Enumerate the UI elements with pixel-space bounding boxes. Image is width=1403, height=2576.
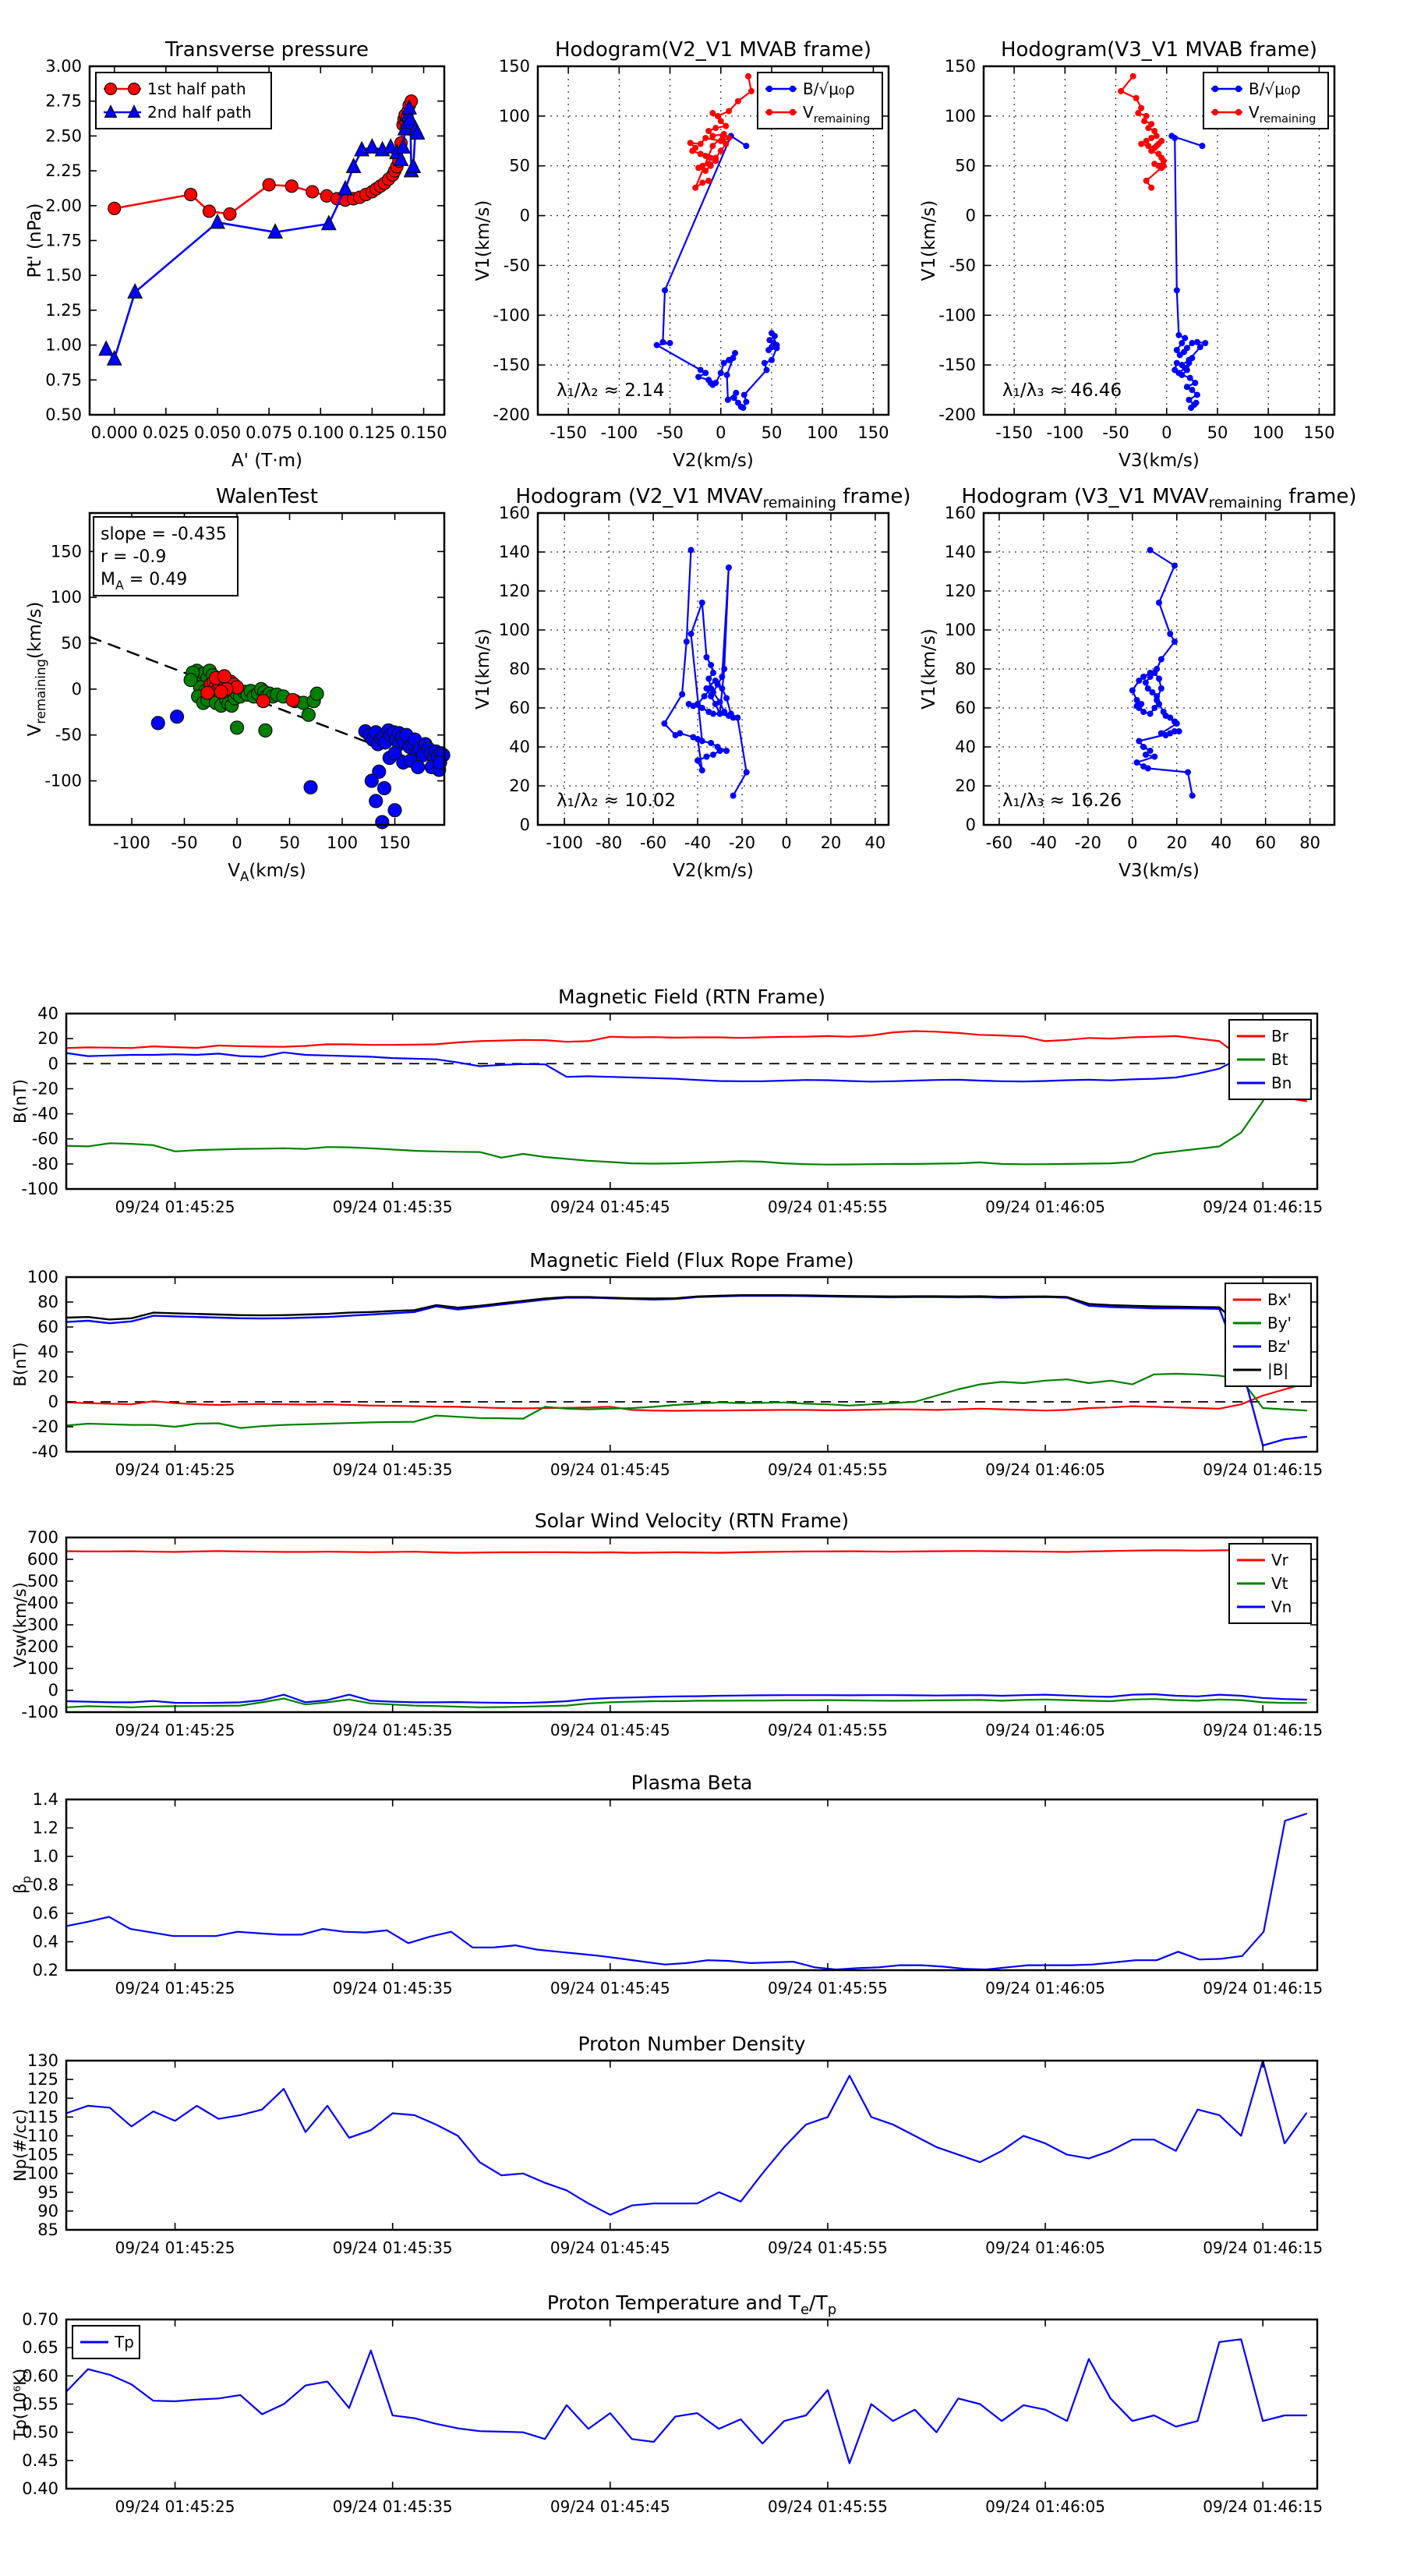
y-tick-label: 120 [944,582,976,600]
y-tick-label: -100 [938,306,976,325]
x-tick-label: 0 [1161,423,1172,442]
x-tick-label: -80 [595,833,623,852]
x-tick-label: 09/24 01:46:15 [1203,1460,1323,1479]
series-v-remaining [1118,73,1167,191]
x-tick-label: -100 [546,833,584,852]
y-tick-label: 1.2 [32,1818,58,1838]
legend [758,73,882,129]
y-tick-label: 125 [27,2070,58,2089]
legend [1229,1544,1311,1623]
y-tick-label: 0 [519,206,530,225]
legend-label: Vr [1271,1551,1288,1569]
x-tick-label: 150 [379,833,411,852]
y-tick-label: 20 [37,1368,58,1386]
plot-hodogram-v3v1-mvav [919,485,1357,881]
series-green-points [184,664,323,737]
y-tick-label: 20 [509,777,530,795]
y-tick-label: 160 [498,504,530,522]
y-tick-label: 80 [509,660,530,678]
y-tick-label: 3.00 [45,57,82,76]
y-tick-label: -50 [503,256,530,275]
x-tick-label: -60 [639,833,667,852]
y-tick-label: 80 [37,1293,58,1311]
axes-frame [66,1799,1317,1970]
plot-mag-rtn [11,985,1323,1216]
x-tick-label: -40 [684,833,712,852]
y-tick-label: 0 [965,206,976,225]
y-tick-label: 0.45 [22,2450,58,2470]
y-tick-label: 1.50 [45,266,82,285]
x-tick-label: 09/24 01:45:55 [768,2497,888,2516]
series-blue-points [151,710,450,829]
x-axis-label: V3(km/s) [1119,861,1200,881]
y-tick-label: 140 [498,543,530,561]
x-tick-label: 09/24 01:46:05 [985,2238,1106,2257]
plot-hodogram-v2v1-mvab [473,38,889,471]
legend-label: Bx' [1267,1290,1292,1309]
y-tick-label: 0.8 [32,1875,58,1895]
y-tick-label: 160 [944,504,976,522]
x-tick-label: 50 [761,423,783,442]
plot-walen-test [25,485,450,884]
x-tick-label: -100 [113,833,150,852]
y-tick-label: 150 [944,57,976,76]
y-tick-label: 60 [37,1318,58,1336]
y-tick-label: 20 [37,1029,58,1049]
x-tick-label: 09/24 01:45:35 [332,2497,453,2516]
y-tick-label: 0 [48,1054,58,1074]
lambda-ratio-annotation: λ₁/λ₃ ≈ 46.46 [1002,380,1122,401]
legend-label: B/√μ₀ρ [1249,80,1301,98]
y-axis-label: $\beta_p$ [11,1876,34,1894]
y-axis-label: B(nT) [11,1342,30,1387]
y-tick-label: 150 [50,542,82,561]
x-tick-label: 09/24 01:45:25 [115,1460,235,1479]
x-tick-label: 09/24 01:45:45 [550,2497,670,2516]
legend [72,2326,140,2358]
y-tick-label: 0 [48,1392,58,1411]
y-tick-label: 0 [71,679,82,699]
x-axis-label: A' (T·m) [231,451,303,471]
legend-label: Br [1271,1027,1288,1046]
x-tick-label: 09/24 01:45:45 [550,2238,670,2257]
y-tick-label: 2.50 [45,126,82,146]
y-tick-label: -100 [21,1180,58,1198]
x-tick-label: 60 [1255,833,1277,852]
y-tick-label: 115 [27,2107,58,2127]
x-tick-label: 09/24 01:46:15 [1203,1721,1323,1739]
legend-label: Bz' [1267,1337,1291,1356]
series-beta-p [66,1813,1306,1969]
x-tick-label: 0.100 [297,423,345,442]
y-tick-label: 0 [965,816,976,834]
plot-title: WalenTest [216,485,318,508]
y-tick-label: 0.6 [32,1904,58,1923]
series-np [66,2061,1306,2215]
legend [96,73,271,129]
x-tick-label: 09/24 01:46:15 [1203,2497,1323,2516]
plot-hodogram-v3v1-mvab [919,38,1334,471]
x-tick-label: 50 [1207,423,1228,442]
lambda-ratio-annotation: λ₁/λ₂ ≈ 2.14 [557,380,665,401]
y-tick-label: -60 [31,1129,58,1148]
legend-label: Bt [1271,1050,1288,1069]
y-tick-label: 0.75 [45,370,82,390]
x-tick-label: 80 [1299,833,1321,852]
y-tick-label: 120 [27,2089,58,2108]
y-axis-label: Pt' (nPa) [25,203,45,278]
series-by- [66,1374,1306,1428]
plot-title: Plasma Beta [631,1771,753,1794]
y-tick-label: 1.75 [45,231,82,250]
legend-label: Vt [1271,1574,1288,1593]
x-tick-label: 09/24 01:46:05 [985,1721,1106,1739]
y-tick-label: -80 [31,1154,58,1173]
y-tick-label: 0.50 [45,405,82,424]
y-tick-label: 1.25 [45,300,82,320]
plot-hodogram-v2v1-mvav [473,485,911,881]
x-tick-label: 100 [326,833,359,852]
legend [1203,73,1328,129]
y-axis-label: V1(km/s) [473,628,493,709]
y-tick-label: 60 [955,699,976,717]
y-tick-label: 1.00 [45,335,82,355]
x-tick-label: 09/24 01:45:45 [550,1979,670,1997]
series-vt [66,1699,1306,1707]
x-tick-label: 0 [781,833,792,852]
x-tick-label: -50 [656,423,684,442]
axes-frame [66,2319,1317,2489]
y-tick-label: -50 [949,256,976,275]
x-tick-label: 09/24 01:45:35 [332,2238,453,2257]
legend-label: Vn [1271,1598,1292,1616]
y-tick-label: 80 [955,660,976,678]
x-tick-label: 09/24 01:45:55 [768,2238,888,2257]
x-tick-label: 100 [807,423,839,442]
y-tick-label: 90 [37,2201,58,2220]
legend-label: 2nd half path [147,103,252,122]
series--b- [66,1295,1306,1352]
y-tick-label: 500 [27,1572,58,1591]
series-bz- [66,1296,1306,1445]
y-tick-label: -20 [31,1417,58,1436]
x-tick-label: -60 [985,833,1013,852]
plot-title: Hodogram (V3_V1 $MVAV_{remaining}$ frame) [961,485,1357,511]
y-tick-label: 0.65 [22,2338,58,2358]
x-tick-label: 09/24 01:45:25 [115,1198,235,1216]
x-tick-label: 0.150 [400,423,447,442]
x-tick-label: 20 [820,833,842,852]
series-tp [66,2339,1306,2463]
y-tick-label: 1.0 [32,1847,58,1866]
x-tick-label: 09/24 01:46:05 [985,1460,1106,1479]
y-tick-label: 0 [48,1681,58,1700]
x-axis-label: V3(km/s) [1119,451,1200,471]
plot-title: Magnetic Field (RTN Frame) [558,985,825,1008]
axes-frame [66,1277,1317,1452]
legend-label: By' [1267,1314,1292,1332]
y-tick-label: 100 [27,1268,58,1286]
plot-title: Hodogram (V2_V1 $MVAV_{remaining}$ frame) [515,485,911,511]
y-tick-label: 700 [27,1528,58,1547]
x-tick-label: 09/24 01:46:05 [985,2497,1106,2516]
y-tick-label: 0 [519,816,530,834]
stats-line: r = -0.9 [101,547,167,567]
y-tick-label: 2.75 [45,91,82,111]
y-tick-label: 100 [498,621,530,639]
y-axis-label: B(nT) [11,1079,30,1123]
x-tick-label: -20 [728,833,756,852]
x-tick-label: -50 [171,833,198,852]
x-tick-label: 150 [857,423,889,442]
y-tick-label: 40 [37,1004,58,1023]
plot-title: Transverse pressure [165,38,369,62]
x-tick-label: 0.025 [142,423,189,442]
plot-title: Magnetic Field (Flux Rope Frame) [529,1249,854,1272]
plot-plasma-beta [11,1771,1323,1997]
x-axis-label: V2(km/s) [673,451,754,471]
plot-proton-number-density [11,2033,1323,2257]
legend-label: B/√μ₀ρ [803,80,855,98]
x-axis-label: V2(km/s) [673,861,754,881]
x-tick-label: 0 [231,833,242,852]
legend-label: $V_{remaining}$ [1249,103,1316,126]
series-bx- [66,1383,1306,1411]
x-tick-label: 0 [716,423,726,442]
y-tick-label: 0.2 [32,1961,58,1980]
x-tick-label: 09/24 01:45:45 [550,1460,670,1479]
plot-title: Solar Wind Velocity (RTN Frame) [534,1509,850,1532]
y-tick-label: -100 [493,306,530,325]
x-tick-label: -100 [600,423,638,442]
axes-frame [66,1537,1317,1712]
x-tick-label: 0.000 [90,423,138,442]
x-tick-label: 20 [1166,833,1188,852]
legend [1229,1020,1311,1099]
x-tick-label: 09/24 01:45:35 [332,1721,453,1739]
series-bn [66,1053,1306,1082]
y-tick-label: 300 [27,1615,58,1634]
y-tick-label: -50 [55,725,82,745]
y-axis-label: Vsw(km/s) [11,1582,30,1668]
x-tick-label: -100 [1046,423,1084,442]
y-tick-label: -150 [493,356,530,375]
y-tick-label: -200 [938,405,976,424]
x-tick-label: 09/24 01:45:35 [332,1460,453,1479]
plot-mag-fluxrope [11,1249,1323,1479]
y-tick-label: 40 [37,1343,58,1361]
y-tick-label: -100 [44,771,82,791]
x-tick-label: 150 [1303,423,1335,442]
y-tick-label: 50 [509,156,530,175]
x-tick-label: 40 [1210,833,1232,852]
y-tick-label: 40 [509,738,530,756]
series-bt [66,1039,1306,1165]
y-tick-label: 0.40 [22,2479,58,2498]
series-b-hodogram [661,547,749,799]
x-tick-label: 40 [864,833,886,852]
legend-label: Bn [1271,1074,1292,1092]
y-tick-label: -20 [31,1079,58,1099]
plot-title: Proton Number Density [578,2033,806,2055]
x-tick-label: 09/24 01:45:55 [768,1979,888,1997]
x-tick-label: 09/24 01:46:15 [1203,1979,1323,1997]
x-tick-label: 100 [1253,423,1285,442]
series-b-sqrt-mu0-rho- [654,133,780,411]
x-tick-label: 09/24 01:45:25 [115,2238,235,2257]
legend-label: 1st half path [147,80,246,98]
x-tick-label: 09/24 01:45:25 [115,2497,235,2516]
y-tick-label: 100 [498,106,530,126]
x-tick-label: 50 [279,833,300,852]
x-tick-label: -40 [1030,833,1058,852]
y-axis-label: Tp(10⁶K) [11,2368,30,2440]
y-tick-label: 100 [27,2164,58,2183]
series-b-hodogram [1129,547,1196,799]
x-axis-label: $V_A(km/s)$ [228,861,306,884]
x-tick-label: -150 [995,423,1033,442]
x-tick-label: 09/24 01:45:45 [550,1721,670,1739]
y-tick-label: 2.00 [45,196,82,215]
x-tick-label: 0.125 [348,423,396,442]
y-tick-label: 40 [955,738,976,756]
y-tick-label: 0.60 [22,2366,58,2386]
x-tick-label: -50 [1102,423,1129,442]
series-2nd-half-path [99,100,424,365]
x-tick-label: 0.075 [246,423,293,442]
y-axis-label: Np(#/cc) [11,2108,30,2182]
y-tick-label: 100 [944,106,976,126]
stats-line: slope = -0.435 [101,525,227,544]
y-tick-label: 85 [37,2220,58,2239]
legend-label: |B| [1267,1361,1289,1379]
y-tick-label: 105 [27,2145,58,2164]
y-tick-label: 20 [955,777,976,795]
y-tick-label: 120 [498,582,530,600]
x-tick-label: 09/24 01:45:55 [768,1460,888,1479]
x-tick-label: 09/24 01:46:05 [985,1979,1106,1997]
x-tick-label: 09/24 01:45:35 [332,1198,453,1216]
y-axis-label: V1(km/s) [919,200,939,281]
y-tick-label: 150 [498,57,530,76]
y-tick-label: 50 [955,156,976,175]
legend [1225,1283,1311,1386]
y-tick-label: 95 [37,2182,58,2202]
x-tick-label: 09/24 01:45:55 [768,1198,888,1216]
plot-title: Proton Temperature and $T_e/T_p$ [546,2291,837,2318]
y-tick-label: 130 [27,2051,58,2070]
y-tick-label: 140 [944,543,976,561]
x-tick-label: 09/24 01:45:25 [115,1979,235,1997]
y-tick-label: 100 [944,621,976,639]
y-axis-label: V1(km/s) [919,628,939,709]
plot-title: Hodogram(V2_V1 MVAB frame) [554,38,872,62]
y-tick-label: 600 [27,1550,58,1569]
y-tick-label: 400 [27,1594,58,1612]
y-tick-label: 50 [61,634,82,653]
y-axis-label: $V_{remaining}(km/s)$ [25,601,48,737]
y-tick-label: -40 [31,1442,58,1461]
lambda-ratio-annotation: λ₁/λ₂ ≈ 10.02 [557,791,677,811]
axes-frame [66,2061,1317,2230]
y-tick-label: 60 [509,699,530,717]
x-tick-label: 09/24 01:45:45 [550,1198,670,1216]
series-vr [66,1550,1306,1552]
y-tick-label: 0.55 [22,2394,58,2414]
lambda-ratio-annotation: λ₁/λ₃ ≈ 16.26 [1002,791,1122,811]
y-tick-label: 0.50 [22,2422,58,2442]
y-tick-label: 2.25 [45,161,82,181]
y-tick-label: 110 [27,2126,58,2146]
y-axis-label: V1(km/s) [473,200,493,281]
x-tick-label: 09/24 01:45:25 [115,1721,235,1739]
y-tick-label: 0.70 [22,2310,58,2329]
y-tick-label: -150 [938,356,976,375]
y-tick-label: 1.4 [32,1790,58,1809]
x-tick-label: 0.050 [193,423,242,442]
series-b-sqrt-mu0-rho- [1168,133,1208,411]
x-tick-label: -150 [550,423,587,442]
stats-line: $M_A = 0.49$ [101,570,188,593]
plot-transverse-pressure [25,38,447,471]
x-tick-label: 09/24 01:46:15 [1203,2238,1323,2257]
x-tick-label: 0 [1127,833,1138,852]
y-tick-label: 0.4 [32,1932,58,1951]
y-tick-label: -40 [31,1104,58,1123]
y-tick-label: 200 [27,1637,58,1656]
plot-proton-temperature [11,2291,1323,2516]
x-tick-label: 09/24 01:46:05 [985,1198,1106,1216]
y-tick-label: 100 [27,1659,58,1678]
y-tick-label: -100 [21,1703,58,1721]
y-tick-label: 100 [50,588,82,607]
plot-title: Hodogram(V3_V1 MVAB frame) [1000,38,1318,62]
x-tick-label: 09/24 01:45:55 [768,1721,888,1739]
plot-solar-wind-velocity [11,1509,1323,1739]
legend-label: Tp [115,2333,134,2351]
y-tick-label: -200 [493,405,530,424]
series-br [66,1031,1306,1102]
legend-label: $V_{remaining}$ [803,103,871,126]
x-tick-label: 09/24 01:46:15 [1203,1198,1323,1216]
x-tick-label: -20 [1074,833,1102,852]
x-tick-label: 09/24 01:45:35 [332,1979,453,1997]
